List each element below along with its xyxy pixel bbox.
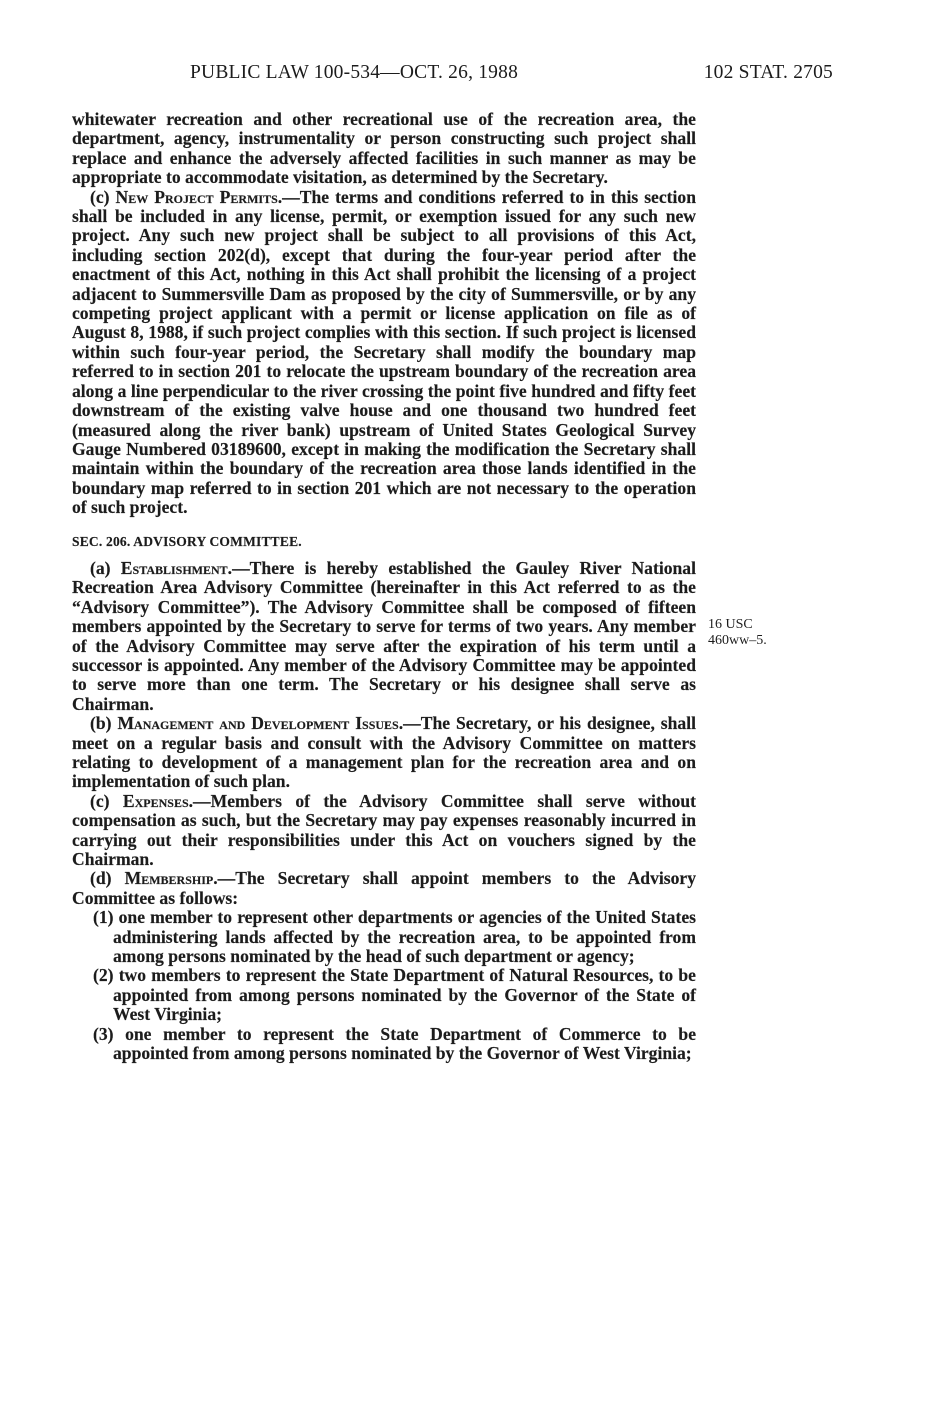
subsection-heading: Establishment. bbox=[120, 557, 233, 578]
statute-body bbox=[72, 110, 696, 1064]
subsection-label: (c) bbox=[90, 790, 123, 811]
page-header bbox=[0, 62, 943, 88]
margin-note-line: 460ww–5. bbox=[708, 633, 767, 648]
margin-note-line: 16 USC bbox=[708, 617, 753, 632]
subsection-text: —The Secretary, or his designee, shall meet on a regular basis and consult with the Advisory Committee on matters relating to development of a management plan for the recreation area and on implementation of such plan. bbox=[72, 713, 697, 792]
subsection-text: —The terms and conditions referred to in this section shall be included in any license, permit, or exemption issued for any such new project. Any such new project shall be subject to all provisions of this Act, including section 202(d), except that during the four-year period after the enactment of this Act, nothing in this Act shall prohibit the licensing of a project adjacent to Summersville Dam as proposed by the city of Summersville, or by any competing project applicant with a permit or license application on file as of August 8, 1988, if such project complies with this section. If such project is licensed within such four-year period, the Secretary shall modify the boundary map referred to in section 201 to relocate the upstream boundary of the recreation area along a line perpendicular to the river crossing the point five hundred and fifty feet downstream of the existing valve house and one thousand two hundred feet (measured along the river bank) upstream of United States Geological Survey Gauge Numbered 03189600, except in making the modification the Secretary shall maintain within the boundary of the recreation area those lands identified in the boundary map referred to in section 201 which are not necessary to the operation of such project. bbox=[72, 186, 696, 518]
subsection-c-expenses bbox=[72, 792, 696, 870]
subsection-heading: New Project Permits. bbox=[115, 186, 283, 207]
section-206-heading: SEC. 206. ADVISORY COMMITTEE. bbox=[72, 533, 302, 549]
subsection-label: (a) bbox=[90, 557, 121, 578]
membership-list-item: (3) one member to represent the State Department of Commerce to be appointed from among persons nominated by the Governor of West Virginia; bbox=[93, 1023, 696, 1064]
subsection-heading: Expenses. bbox=[122, 790, 194, 811]
subsection-label: (c) bbox=[90, 186, 116, 207]
subsection-heading: Membership. bbox=[124, 868, 218, 889]
subsection-d-membership bbox=[72, 869, 696, 908]
continuation-paragraph: whitewater recreation and other recreational use of the recreation area, the department, agency, instrumentality or person constructing such project shall replace and enhance the adversely affected facilities in such manner as may be appropriate to accommodate visitation, as determined by the Secretary. bbox=[72, 109, 696, 188]
subsection-heading: Management and Development Issues. bbox=[117, 713, 404, 734]
subsection-c-new-project-permits bbox=[72, 188, 696, 518]
membership-list-item: (2) two members to represent the State Department of Natural Resources, to be appointed from among persons nominated by the Governor of the State of West Virginia; bbox=[93, 965, 696, 1025]
subsection-label: (d) bbox=[90, 868, 125, 889]
subsection-a-establishment bbox=[72, 559, 696, 714]
subsection-text: —The Secretary shall appoint members to the Advisory Committee as follows: bbox=[72, 868, 697, 908]
subsection-b-management bbox=[72, 714, 696, 792]
subsection-text: —Members of the Advisory Committee shall serve without compensation as such, but the Secretary may pay expenses reasonably incurred in carrying out their responsibilities under this Act on vouchers signed by the Chairman. bbox=[72, 790, 696, 870]
membership-list-item: (1) one member to represent other departments or agencies of the United States administering lands affected by the recreation area, to be appointed from among persons nominated by the head of such department or agency; bbox=[93, 907, 696, 967]
subsection-label: (b) bbox=[90, 713, 118, 734]
statute-page-citation: 102 STAT. 2705 bbox=[703, 62, 833, 83]
subsection-text: —There is hereby established the Gauley River National Recreation Area Advisory Committee (hereinafter in this Act referred to as the “Advisory Committee”). The Advisory Committee shall be composed of fifteen members appointed by the Secretary to serve for terms of two years. Any member of the Advisory Committee may serve after the expiration of his term until a successor is appointed. Any member of the Advisory Committee may be appointed to serve more than one term. The Secretary or his designee shall serve as Chairman. bbox=[72, 557, 696, 714]
usc-margin-citation bbox=[708, 617, 818, 649]
running-head: PUBLIC LAW 100-534—OCT. 26, 1988 bbox=[190, 62, 519, 83]
